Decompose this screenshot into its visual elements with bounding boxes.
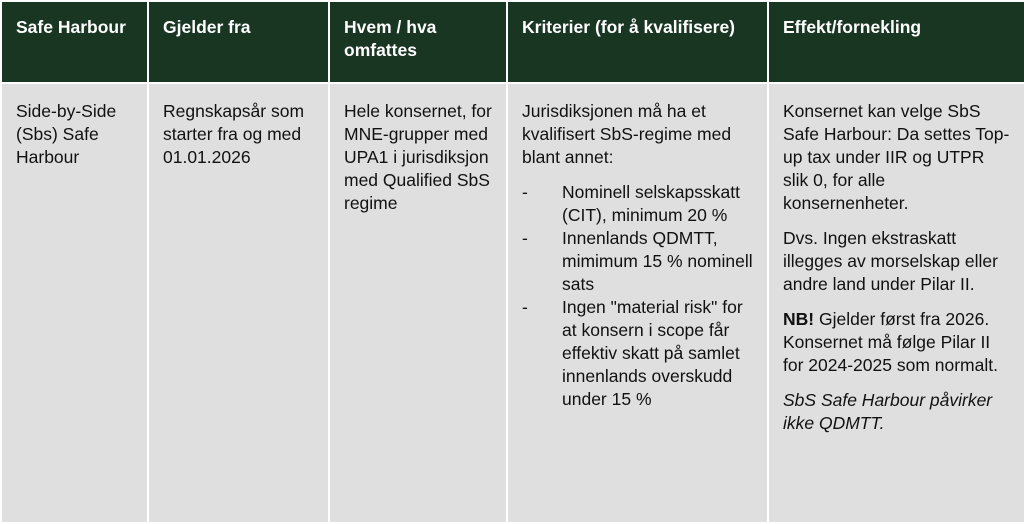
list-item-text: Nominell selskapsskatt (CIT), minimum 20 % (562, 182, 740, 225)
list-item (522, 181, 753, 227)
list-item (522, 227, 753, 296)
header-gjelder-fra: Gjelder fra (148, 1, 329, 83)
list-item-text: Innenlands QDMTT, mimimum 15 % nominell sats (562, 228, 753, 294)
effekt-p3 (783, 308, 1010, 377)
nb-label: NB! (783, 309, 815, 329)
cell-gjelder-fra: Regnskapsår som starter fra og med 01.01.2026 (148, 83, 329, 523)
effekt-p1: Konsernet kan velge SbS Safe Harbour: Da settes Top-up tax under IIR og UTPR slik 0, for alle konsernenheter. (783, 101, 1010, 213)
header-kriterier: Kriterier (for å kvalifisere) (507, 1, 768, 83)
cell-kriterier (507, 83, 768, 523)
kriterier-list (522, 181, 753, 411)
header-safe-harbour: Safe Harbour (1, 1, 148, 83)
table-row (1, 83, 1024, 523)
dash-bullet: - (522, 182, 528, 202)
effekt-p2: Dvs. Ingen ekstraskatt illegges av morselskap eller andre land under Pilar II. (783, 228, 998, 294)
dash-bullet: - (522, 228, 528, 248)
effekt-p3-text: Gjelder først fra 2026. Konsernet må følge Pilar II for 2024-2025 som normalt. (783, 309, 998, 375)
cell-hvem: Hele konsernet, for MNE-grupper med UPA1 i jurisdiksjon med Qualified SbS regime (329, 83, 507, 523)
header-effekt: Effekt/fornekling (768, 1, 1024, 83)
cell-effekt (768, 83, 1024, 523)
header-hvem: Hvem / hva omfattes (329, 1, 507, 83)
cell-safe-harbour: Side-by-Side (Sbs) Safe Harbour (1, 83, 148, 523)
dash-bullet: - (522, 297, 528, 317)
effekt-p4: SbS Safe Harbour påvirker ikke QDMTT. (783, 390, 993, 433)
list-item (522, 296, 753, 411)
kriterier-intro: Jurisdiksjonen må ha et kvalifisert SbS-regime med blant annet: (522, 101, 732, 167)
list-item-text: Ingen "material risk" for at konsern i scope får effektiv skatt på samlet innenlands overskudd under 15 % (562, 297, 743, 409)
header-row (1, 1, 1024, 83)
